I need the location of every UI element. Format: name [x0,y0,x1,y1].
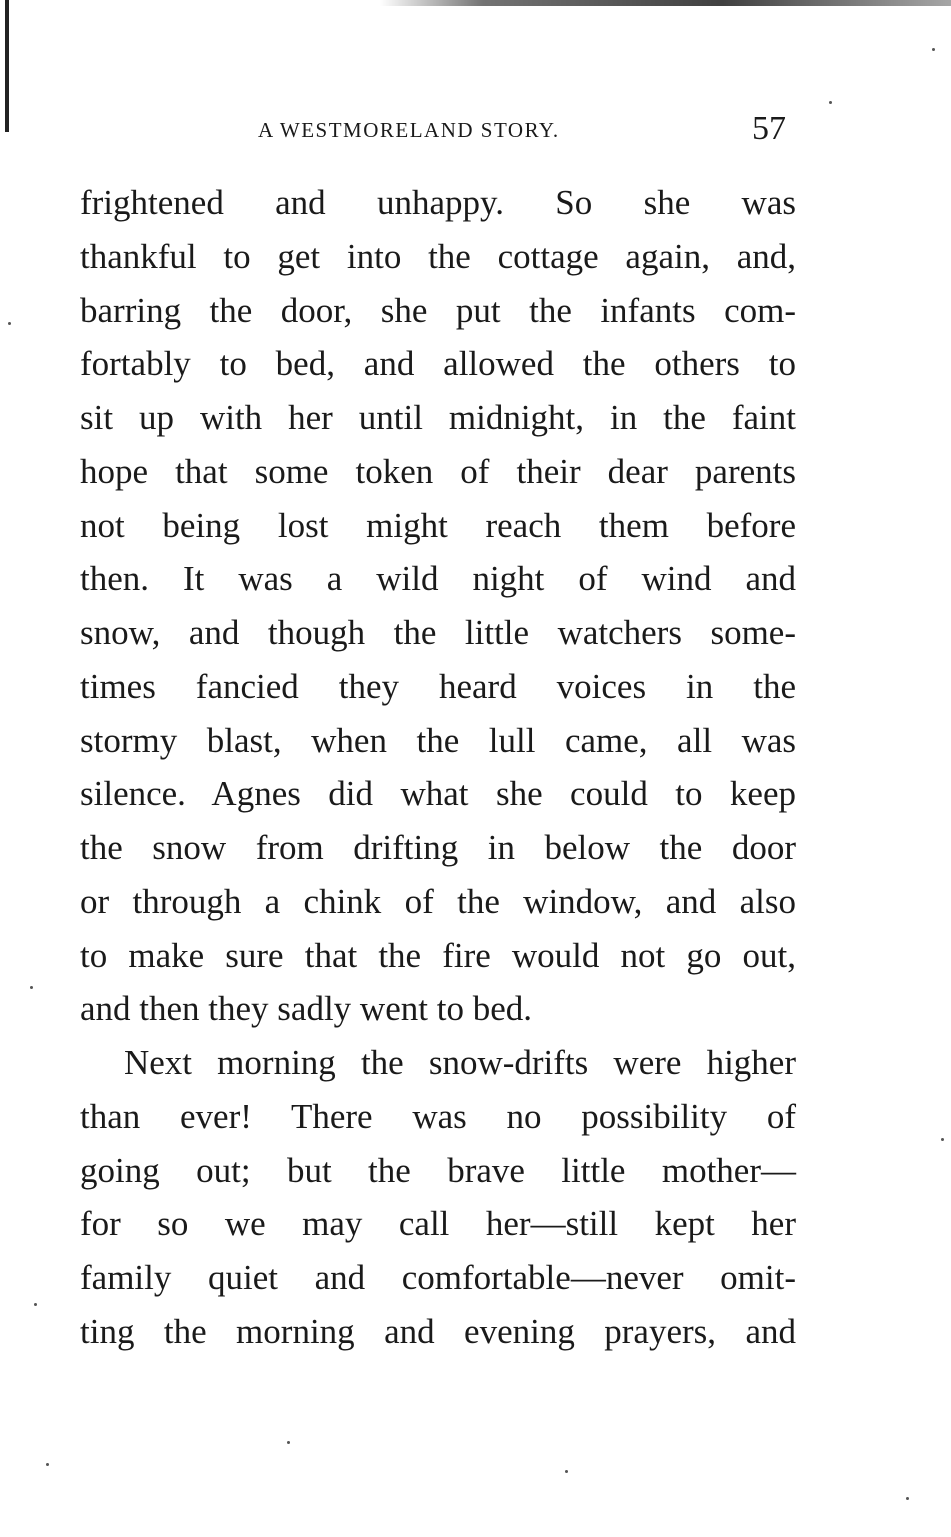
text-line: fortably to bed, and allowed the others to [80,344,796,384]
running-head: A WESTMORELAND STORY. [258,118,560,142]
text-line: sit up with her until midnight, in the faint [80,398,796,437]
text-line: or through a chink of the window, and also [80,881,796,921]
text-line: not being lost might reach them before [80,505,796,545]
scan-speck [565,1470,568,1473]
text-line: the snow from drifting in below the door [80,828,796,867]
text-line: stormy blast, when the lull came, all was [80,720,796,760]
text-line: than ever! There was no possibility of [80,1096,796,1136]
text-line: frightened and unhappy. So she was [80,183,796,222]
page-number: 57 [752,110,786,147]
text-line: going out; but the brave little mother— [80,1150,796,1190]
paragraph [80,176,796,1036]
scan-speck [8,322,11,325]
scan-speck [30,986,33,989]
text-line: for so we may call her—still kept her [80,1204,796,1244]
text-line: hope that some token of their dear parents [80,451,796,491]
text-line: barring the door, she put the infants com- [80,290,796,330]
text-line: and then they sadly went to bed. [80,989,532,1029]
text-line: to make sure that the fire would not go out, [80,935,796,975]
scan-speck [829,101,832,104]
scan-edge-left [5,0,9,132]
scan-speck [906,1497,909,1500]
paragraph [80,1036,796,1359]
text-line: silence. Agnes did what she could to keep [80,774,796,814]
scan-edge-top [380,0,951,6]
scan-speck [932,48,935,51]
text-line: thankful to get into the cottage again, and, [80,236,796,276]
scan-speck [941,1138,944,1141]
scan-speck [46,1463,49,1466]
text-line: Next morning the snow-drifts were higher [124,1043,796,1082]
text-line: then. It was a wild night of wind and [80,559,796,599]
text-line: times fancied they heard voices in the [80,666,796,706]
text-line: ting the morning and evening prayers, and [80,1311,796,1351]
scan-speck [34,1303,37,1306]
text-line: snow, and though the little watchers some- [80,613,796,652]
text-line: family quiet and comfortable—never omit- [80,1258,796,1297]
scan-speck [287,1441,290,1444]
